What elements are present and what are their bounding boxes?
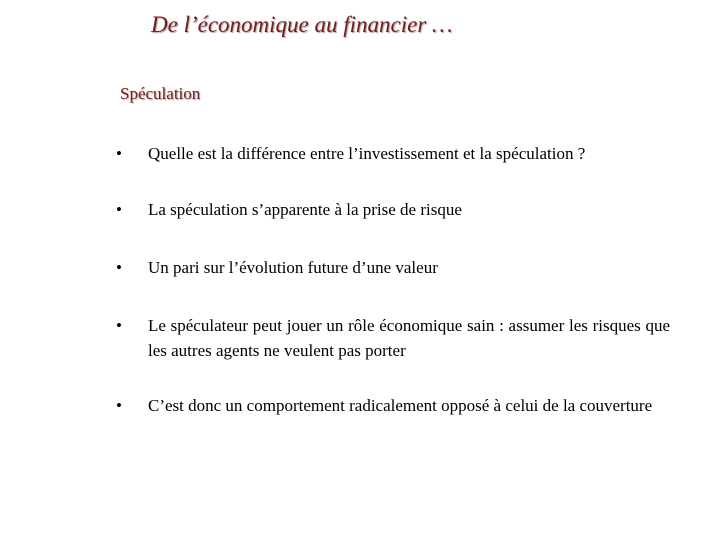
bullet-text: La spéculation s’apparente à la prise de risque — [148, 200, 462, 219]
bullet-marker: • — [116, 396, 122, 415]
bullet-item — [114, 393, 670, 418]
bullet-text: C’est donc un comportement radicalement opposé à celui de la couverture — [148, 396, 653, 415]
section-heading: Spéculation — [120, 84, 201, 103]
bullet-marker: • — [116, 200, 122, 219]
bullet-item — [114, 313, 670, 363]
bullet-text: Le spéculateur peut jouer un rôle économique sain : assumer les risques que les autres agents ne veulent pas porter — [148, 316, 670, 360]
bullet-marker: • — [116, 144, 122, 163]
bullet-marker: • — [116, 258, 122, 277]
bullet-item — [114, 141, 670, 166]
bullet-item — [114, 255, 670, 280]
bullet-text: Un pari sur l’évolution future d’une valeur — [148, 258, 438, 277]
slide-title: De l’économique au financier … — [151, 12, 453, 37]
bullet-text: Quelle est la différence entre l’investissement et la spéculation ? — [148, 144, 586, 163]
bullet-marker: • — [116, 316, 122, 335]
bullet-item — [114, 197, 670, 222]
